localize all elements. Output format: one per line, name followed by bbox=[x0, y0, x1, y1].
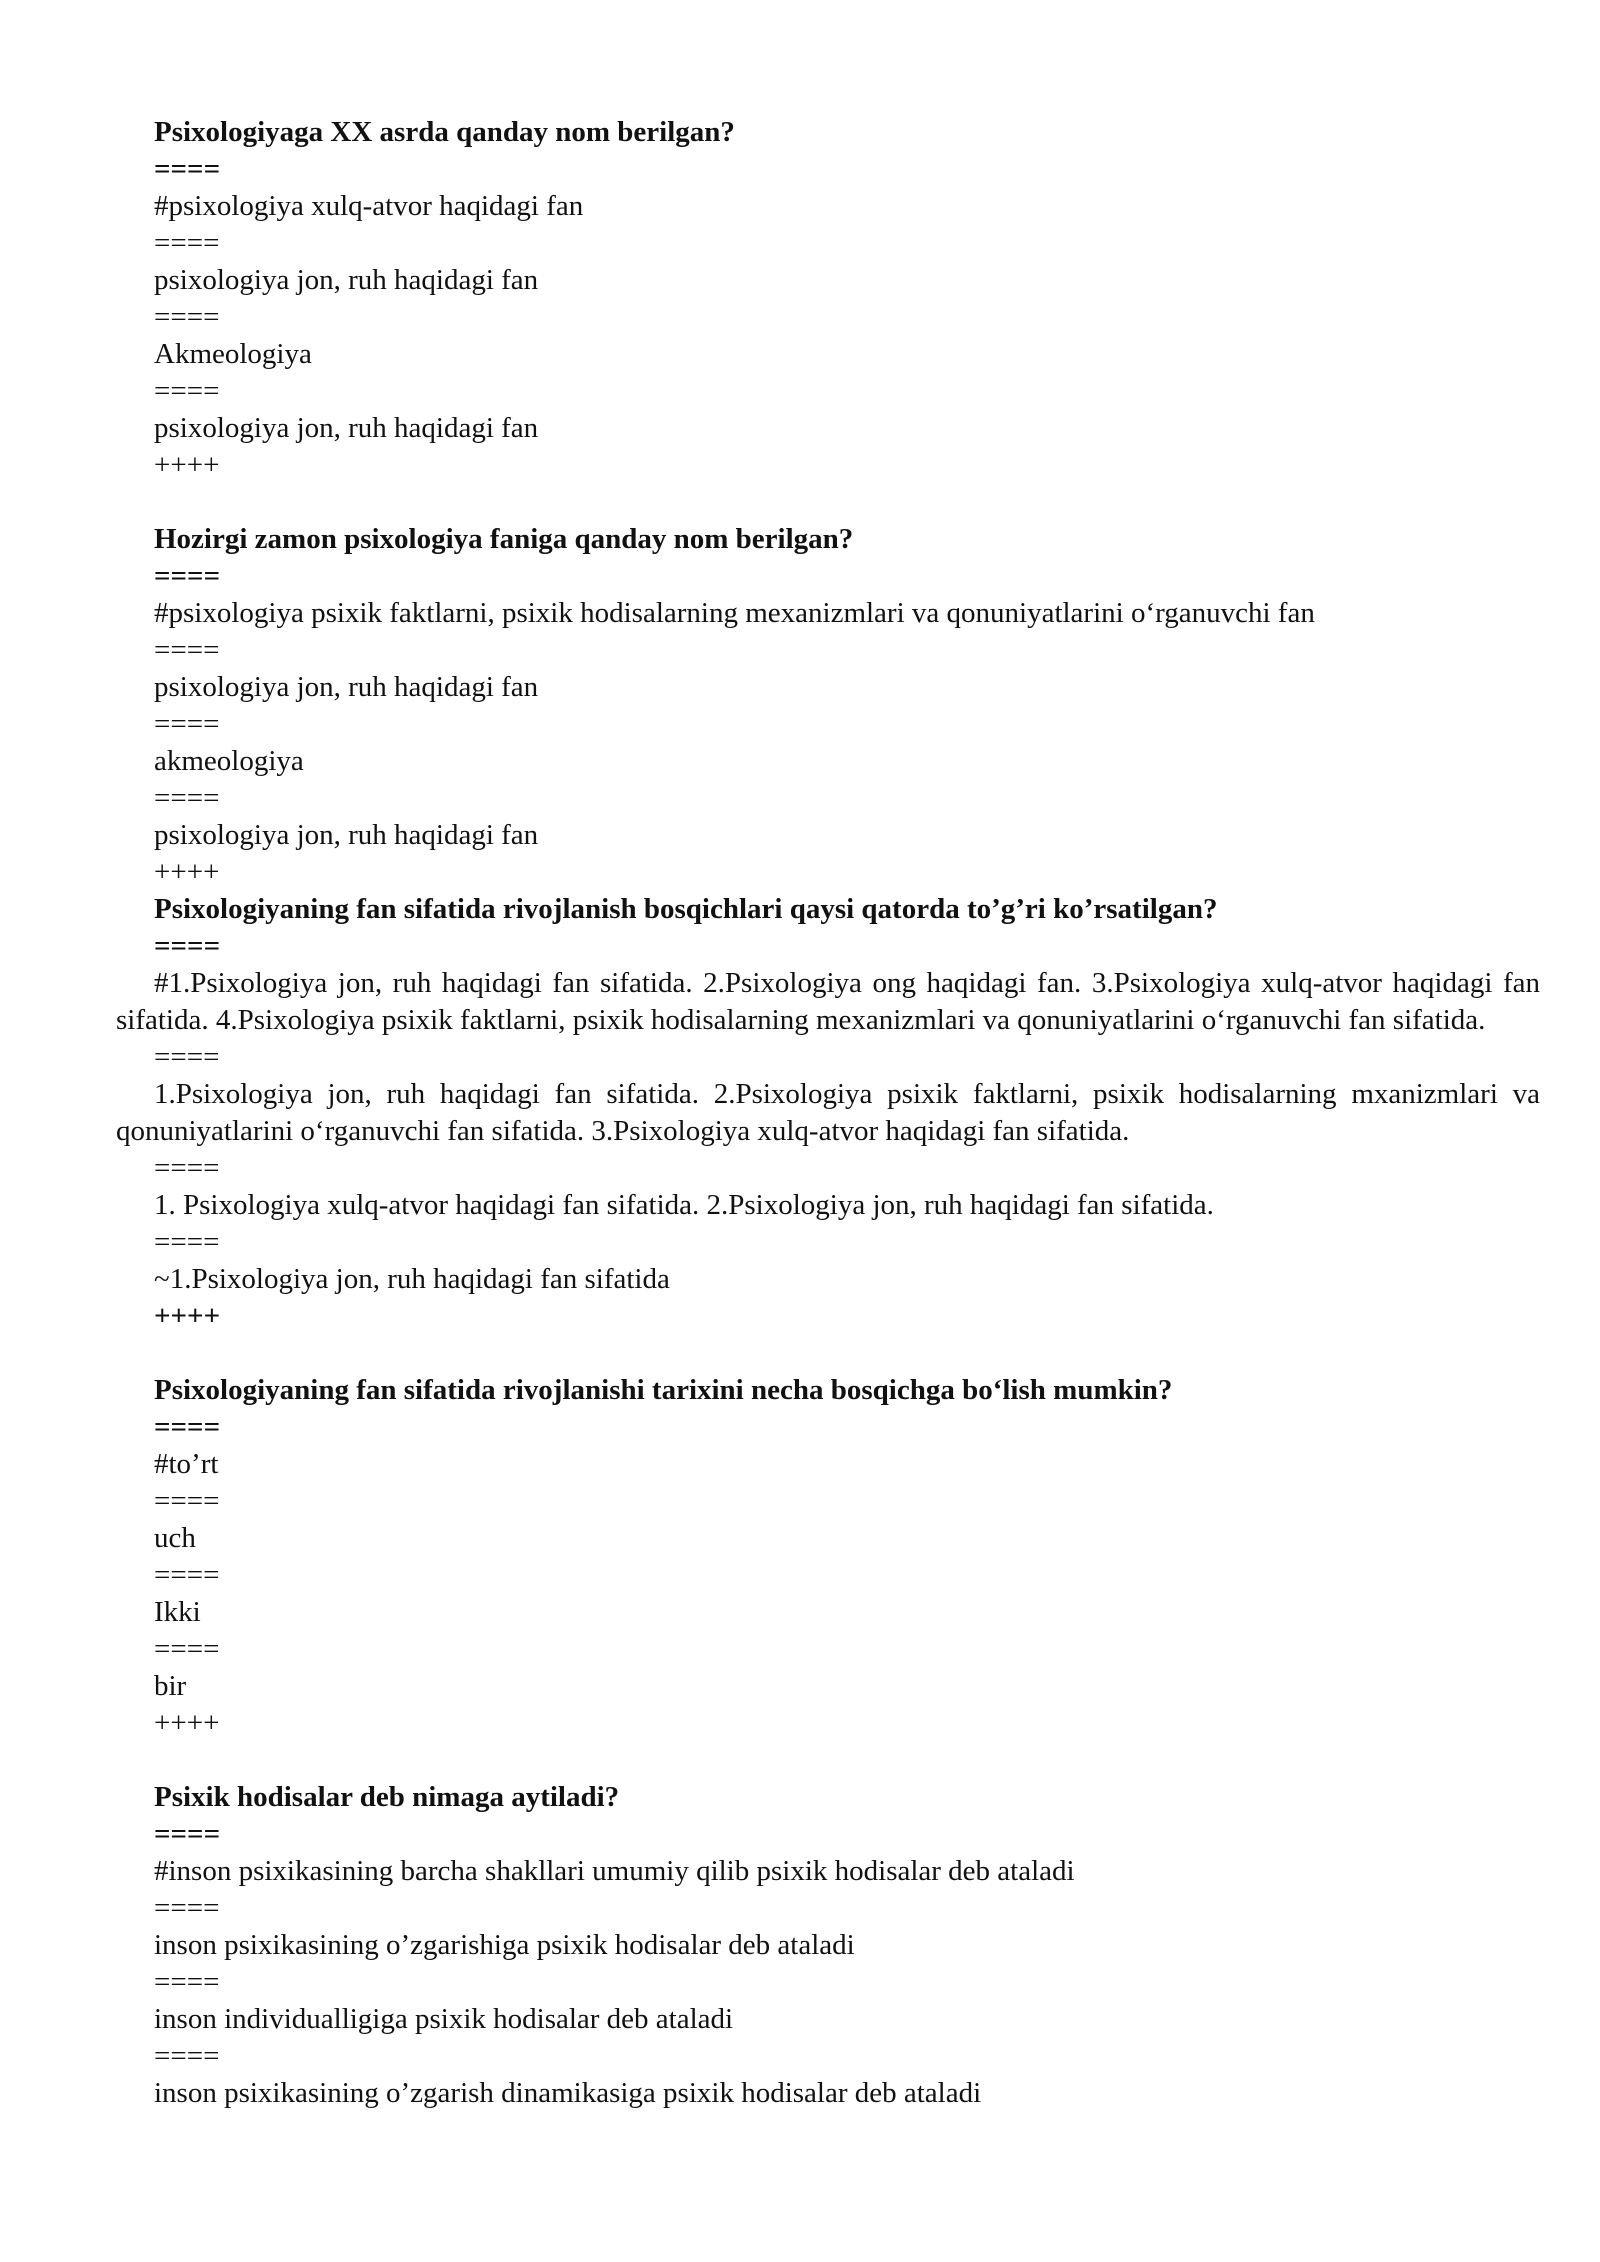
question-block bbox=[116, 1372, 1540, 1779]
separator: ==== bbox=[154, 1966, 220, 1998]
separator: ==== bbox=[154, 227, 220, 259]
question-text: Hozirgi zamon psixologiya faniga qanday nom berilgan? bbox=[154, 523, 854, 555]
separator: ==== bbox=[154, 1559, 220, 1591]
answer-option: inson individualligiga psixik hodisalar deb ataladi bbox=[154, 2003, 734, 2035]
separator: ==== bbox=[154, 1818, 221, 1850]
end-marker: ++++ bbox=[154, 449, 220, 481]
answer-option: uch bbox=[154, 1522, 196, 1554]
answer-option: Ikki bbox=[154, 1596, 201, 1628]
answer-option: #inson psixikasining barcha shakllari umumiy qilib psixik hodisalar deb ataladi bbox=[154, 1855, 1075, 1887]
answer-option: 1. Psixologiya xulq-atvor haqidagi fan sifatida. 2.Psixologiya jon, ruh haqidagi fan sifatida. bbox=[154, 1189, 1214, 1221]
question-block bbox=[116, 521, 1540, 891]
separator: ==== bbox=[154, 1411, 221, 1443]
separator: ==== bbox=[154, 708, 220, 740]
separator: ==== bbox=[154, 1892, 220, 1924]
question-block bbox=[116, 1779, 1540, 2112]
separator: ==== bbox=[154, 782, 220, 814]
question-text: Psixologiyaga XX asrda qanday nom berilgan? bbox=[154, 116, 735, 148]
answer-option: #psixologiya xulq-atvor haqidagi fan bbox=[154, 190, 584, 222]
answer-option: psixologiya jon, ruh haqidagi fan bbox=[154, 412, 539, 444]
answer-option: psixologiya jon, ruh haqidagi fan bbox=[154, 671, 539, 703]
answer-option: bir bbox=[154, 1670, 187, 1702]
separator: ==== bbox=[154, 375, 220, 407]
answer-option: #1.Psixologiya jon, ruh haqidagi fan sifatida. 2.Psixologiya ong haqidagi fan. 3.Psixologiya xulq-atvor haqidagi fan sifatida. 4.Psixologiya psixik faktlarni, psixik hodisalarning mexanizmlari va qonuniyatlarini o‘rganuvchi fan sifatida. bbox=[116, 967, 1540, 1036]
question-block bbox=[116, 114, 1540, 521]
separator: ==== bbox=[154, 634, 220, 666]
answer-option: ~1.Psixologiya jon, ruh haqidagi fan sifatida bbox=[154, 1263, 670, 1295]
separator: ==== bbox=[154, 2040, 220, 2072]
end-marker: ++++ bbox=[154, 1300, 221, 1332]
answer-option: #to’rt bbox=[154, 1448, 219, 1480]
spacer bbox=[116, 1742, 1540, 1779]
answer-option: Akmeologiya bbox=[154, 338, 312, 370]
separator: ==== bbox=[154, 1041, 220, 1073]
question-text: Psixik hodisalar deb nimaga aytiladi? bbox=[154, 1781, 620, 1813]
answer-option: 1.Psixologiya jon, ruh haqidagi fan sifatida. 2.Psixologiya psixik faktlarni, psixik hodisalarning mxanizmlari va qonuniyatlarini o‘rganuvchi fan sifatida. 3.Psixologiya xulq-atvor haqidagi fan sifatida. bbox=[116, 1078, 1540, 1147]
end-marker: ++++ bbox=[154, 1707, 220, 1739]
answer-option: inson psixikasining o’zgarishiga psixik hodisalar deb ataladi bbox=[154, 1929, 855, 1961]
separator: ==== bbox=[154, 1226, 220, 1258]
test-questions bbox=[116, 114, 1540, 2112]
answer-option: akmeologiya bbox=[154, 745, 304, 777]
question-block bbox=[116, 891, 1540, 1372]
separator: ==== bbox=[154, 560, 221, 592]
separator: ==== bbox=[154, 153, 221, 185]
end-marker: ++++ bbox=[154, 856, 220, 888]
separator: ==== bbox=[154, 1485, 220, 1517]
question-text: Psixologiyaning fan sifatida rivojlanish bosqichlari qaysi qatorda to’g’ri ko’rsatilgan? bbox=[154, 893, 1218, 925]
spacer bbox=[116, 1335, 1540, 1372]
separator: ==== bbox=[154, 1152, 220, 1184]
separator: ==== bbox=[154, 930, 221, 962]
spacer bbox=[116, 484, 1540, 521]
separator: ==== bbox=[154, 1633, 220, 1665]
answer-option: inson psixikasining o’zgarish dinamikasiga psixik hodisalar deb ataladi bbox=[154, 2077, 982, 2109]
answer-option: psixologiya jon, ruh haqidagi fan bbox=[154, 264, 539, 296]
answer-option: psixologiya jon, ruh haqidagi fan bbox=[154, 819, 539, 851]
separator: ==== bbox=[154, 301, 220, 333]
answer-option: #psixologiya psixik faktlarni, psixik hodisalarning mexanizmlari va qonuniyatlarini o‘rganuvchi fan bbox=[154, 597, 1315, 629]
question-text: Psixologiyaning fan sifatida rivojlanishi tarixini necha bosqichga bo‘lish mumkin? bbox=[154, 1374, 1173, 1406]
